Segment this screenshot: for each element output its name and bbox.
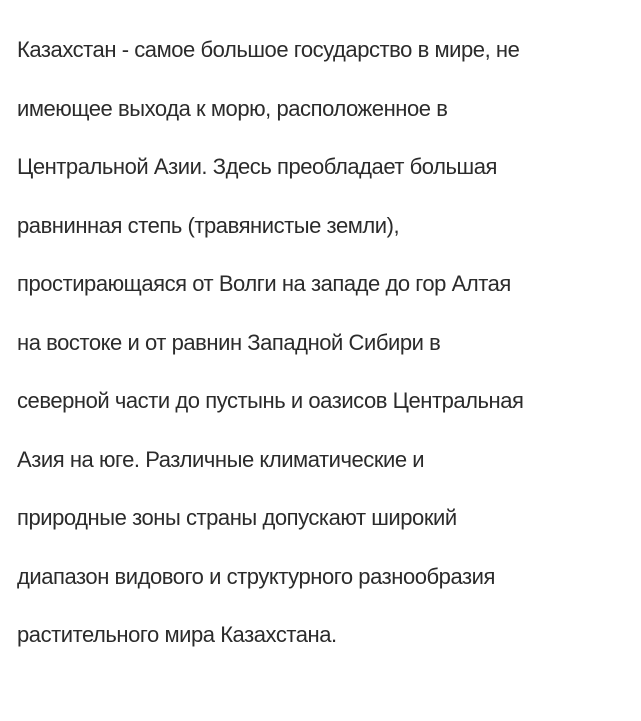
paragraph-line: на востоке и от равнин Западной Сибири в (17, 329, 441, 355)
paragraph-line: северной части до пустынь и оазисов Центральная (17, 388, 524, 413)
paragraph-line: простирающаяся от Волги на западе до гор Алтая (17, 271, 511, 296)
paragraph-line: Центральной Азии. Здесь преобладает большая (17, 154, 497, 179)
article-paragraph (17, 21, 637, 665)
paragraph-line: диапазон видового и структурного разнообразия (17, 563, 495, 589)
paragraph-line: имеющее выхода к морю, расположенное в (17, 95, 448, 121)
paragraph-line: растительного мира Казахстана. (17, 622, 337, 647)
paragraph-line: Казахстан - самое большое государство в мире, не (17, 37, 520, 62)
paragraph-line: равнинная степь (травянистые земли), (17, 212, 400, 238)
paragraph-line: Азия на юге. Различные климатические и (17, 446, 425, 472)
paragraph-line: природные зоны страны допускают широкий (17, 505, 457, 530)
